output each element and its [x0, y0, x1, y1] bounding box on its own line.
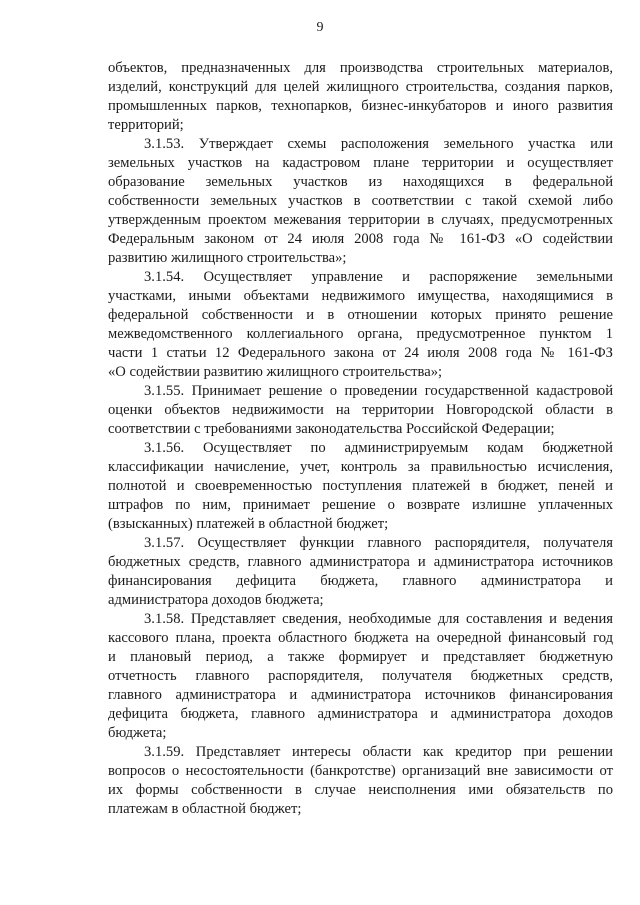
text-line: полнотой и своевременностью поступления платежей в бюджет, пеней и	[108, 478, 613, 494]
paragraph-3-1-58	[108, 610, 613, 743]
text-line: изделий, конструкций для целей жилищного строительства, создания парков,	[108, 79, 613, 95]
text-line: кассового плана, проекта областного бюджета на очередной финансовый год	[108, 630, 613, 646]
text-line: части 1 статьи 12 Федерального закона от 24 июля 2008 года № 161-ФЗ	[108, 345, 613, 361]
text-line: межведомственного коллегиального органа, предусмотренное пунктом 1	[108, 326, 613, 342]
text-line: их формы собственности в случае неисполнения ими обязательств по	[108, 782, 613, 798]
text-line: 3.1.53. Утверждает схемы расположения земельного участка или	[144, 136, 613, 152]
paragraph-3-1-53	[108, 135, 613, 268]
text-line: соответствии с требованиями законодательства Российской Федерации;	[108, 421, 555, 437]
text-line: утвержденным проектом межевания территории в случаях, предусмотренных	[108, 212, 613, 228]
text-line: финансирования дефицита бюджета, главного администратора и	[108, 573, 613, 589]
text-line: образование земельных участков из находящихся в федеральной	[108, 174, 613, 190]
text-line: развитию жилищного строительства»;	[108, 250, 347, 266]
text-line: Федеральным законом от 24 июля 2008 года № 161-ФЗ «О содействии	[108, 231, 613, 247]
text-line: бюджетных средств, главного администратора и администратора источников	[108, 554, 613, 570]
document-body	[108, 59, 613, 819]
text-line: отчетность главного распорядителя, получателя бюджетных средств,	[108, 668, 613, 684]
text-line: главного администратора и администратора источников финансирования	[108, 687, 613, 703]
paragraph-3-1-54	[108, 268, 613, 382]
text-line: участками, иными объектами недвижимого имущества, находящимися в	[108, 288, 613, 304]
text-line: промышленных парков, технопарков, бизнес-инкубаторов и иного развития	[108, 98, 613, 114]
text-line: вопросов о несостоятельности (банкротстве) организаций вне зависимости от	[108, 763, 613, 779]
text-line: федеральной собственности и в отношении которых принято решение	[108, 307, 613, 323]
text-line: администратора доходов бюджета;	[108, 592, 324, 608]
text-line: 3.1.59. Представляет интересы области как кредитор при решении	[144, 744, 613, 760]
text-line: «О содействии развитию жилищного строительства»;	[108, 364, 443, 380]
paragraph-3-1-57	[108, 534, 613, 610]
text-line: и плановый период, а также формирует и представляет бюджетную	[108, 649, 613, 665]
paragraph-3-1-56	[108, 439, 613, 534]
text-line: собственности земельных участков в соответствии с такой схемой либо	[108, 193, 613, 209]
text-line: платежам в областной бюджет;	[108, 801, 302, 817]
text-line: 3.1.58. Представляет сведения, необходимые для составления и ведения	[144, 611, 613, 627]
text-line: дефицита бюджета, главного администратора и администратора доходов	[108, 706, 613, 722]
paragraph-3-1-59	[108, 743, 613, 819]
text-line: 3.1.54. Осуществляет управление и распоряжение земельными	[144, 269, 613, 285]
paragraph-continuation	[108, 59, 613, 135]
text-line: (взысканных) платежей в областной бюджет;	[108, 516, 389, 532]
text-line: оценки объектов недвижимости на территории Новгородской области в	[108, 402, 613, 418]
text-line: 3.1.55. Принимает решение о проведении государственной кадастровой	[144, 383, 613, 399]
text-line: земельных участков на кадастровом плане территории и осуществляет	[108, 155, 613, 171]
text-line: бюджета;	[108, 725, 167, 741]
text-line: территорий;	[108, 117, 184, 133]
text-line: 3.1.56. Осуществляет по администрируемым кодам бюджетной	[144, 440, 613, 456]
text-line: классификации начисление, учет, контроль за правильностью исчисления,	[108, 459, 613, 475]
text-line: штрафов по ним, принимает решение о возврате излишне уплаченных	[108, 497, 613, 513]
text-line: объектов, предназначенных для производства строительных материалов,	[108, 60, 613, 76]
page-number: 9	[316, 20, 324, 35]
paragraph-3-1-55	[108, 382, 613, 439]
text-line: 3.1.57. Осуществляет функции главного распорядителя, получателя	[144, 535, 613, 551]
